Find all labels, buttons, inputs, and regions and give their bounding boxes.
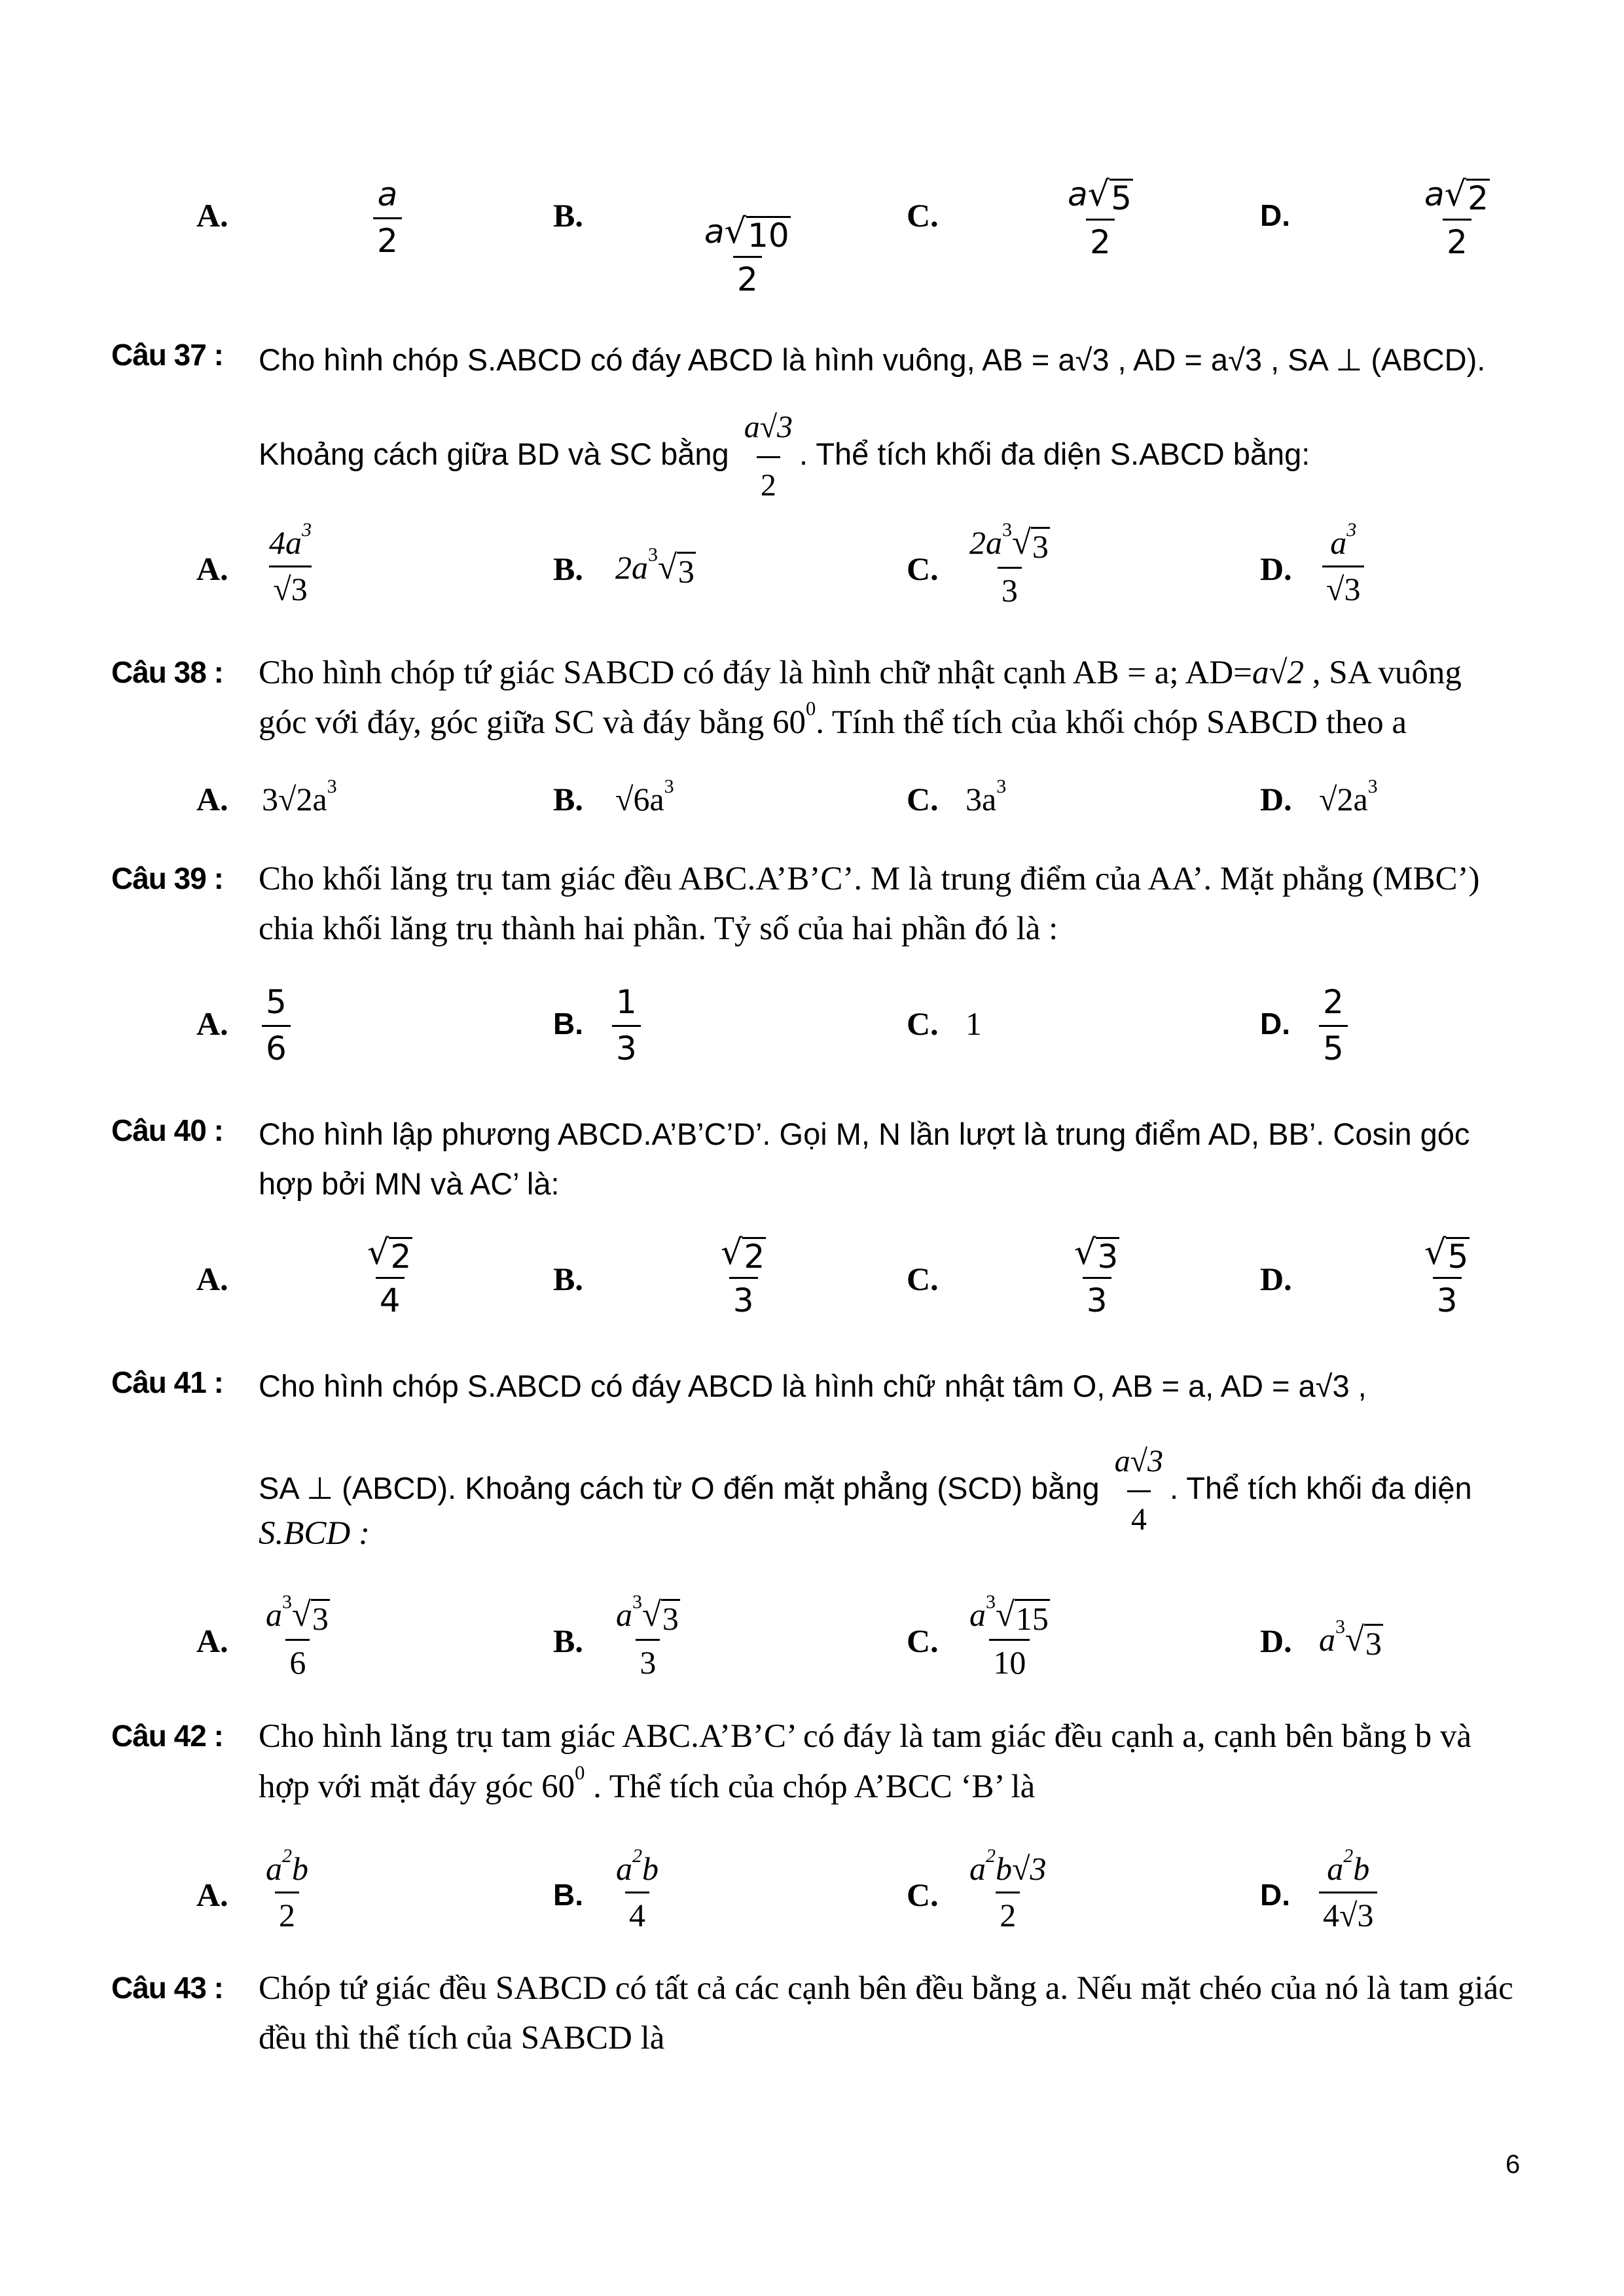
q41-label-d: D. (1260, 1623, 1292, 1659)
q38-heading: Câu 38 : (111, 655, 223, 689)
q36-answer-a[interactable]: $\frac{a}{2}$ (373, 175, 402, 260)
q42-label-c: C. (907, 1876, 939, 1913)
q42-label-a: A. (196, 1876, 228, 1913)
q41-line3: S.BCD : (259, 1515, 370, 1552)
q38-line2: góc với đáy, góc giữa SC và đáy bằng $60^0$. Tính thể tích của khối chóp SABCD theo a (259, 697, 1407, 741)
q42-heading: Câu 42 : (111, 1719, 223, 1753)
q38-label-c: C. (907, 781, 939, 817)
q36-label-b: B. (553, 197, 583, 234)
q38-label-a: A. (196, 781, 228, 817)
q36-answer-b[interactable]: a √ 10 2 (704, 211, 789, 298)
q42-line1: Cho hình lăng trụ tam giác ABC.A’B’C’ có đáy là tam giác đều cạnh a, cạnh bên bằng b và (259, 1718, 1471, 1755)
q40-answer-a[interactable]: √ 2 4 (367, 1232, 412, 1319)
q40-answer-b[interactable]: √ 2 3 (721, 1232, 765, 1319)
q38-label-d: D. (1260, 781, 1292, 817)
q37-label-a: A. (196, 550, 228, 587)
q38-answer-d[interactable]: $√2a^3$ (1319, 776, 1378, 817)
q37-label-c: C. (907, 550, 939, 587)
q40-heading: Câu 40 : (111, 1113, 223, 1147)
q41-line2: SA ⊥ (ABCD). Khoảng cách từ O đến mặt phẳng (SCD) bằng $\frac{a√3}{4}$ . Thể tích khối đa diện (259, 1437, 1581, 1545)
q39-answer-d[interactable]: $\frac{2}{5}$ (1319, 983, 1348, 1067)
q41-label-b: B. (553, 1623, 583, 1659)
q41-answer-a[interactable]: $a^3$ √ 3 6 (266, 1591, 329, 1681)
q42-line2: hợp với mặt đáy góc $60^0$ . Thể tích của chóp A’BCC ‘B’ là (259, 1761, 1036, 1805)
q41-line1: Cho hình chóp S.ABCD có đáy ABCD là hình chữ nhật tâm O, AB = a, AD = a√3 , (259, 1369, 1367, 1403)
q43-heading: Câu 43 : (111, 1971, 223, 2005)
q40-answer-d[interactable]: √ 5 3 (1424, 1232, 1469, 1319)
q39-answer-c[interactable]: 1 (965, 1005, 982, 1042)
q39-label-a: A. (196, 1005, 228, 1042)
q40-line1: Cho hình lập phương ABCD.A’B’C’D’. Gọi M, N lần lượt là trung điểm AD, BB’. Cosin góc (259, 1117, 1470, 1151)
q38-answer-b[interactable]: $√6a^3$ (615, 776, 674, 817)
q37-line2: Khoảng cách giữa BD và SC bằng $\frac{a√3}{2}$ . Thể tích khối đa diện S.ABCD bằng: (259, 403, 1581, 511)
q42-answer-b[interactable]: $\frac{a^2b}{4}$ (616, 1845, 659, 1933)
q37-answer-c[interactable]: $2a^3$ √ 3 3 (969, 519, 1049, 609)
q37-heading: Câu 37 : (111, 338, 223, 372)
q43-line2: đều thì thể tích của SABCD là (259, 2020, 665, 2056)
q37-answer-a[interactable]: $\frac{4a^3}{√3}$ (269, 519, 312, 607)
q38-answer-a[interactable]: $3√2a^3$ (262, 776, 337, 817)
q36-label-c: C. (907, 197, 939, 234)
q39-label-c: C. (907, 1005, 939, 1042)
q41-label-a: A. (196, 1623, 228, 1659)
q37-answer-d[interactable]: $\frac{a^3}{√3}$ (1322, 524, 1364, 608)
q36-label-a: A. (196, 197, 228, 234)
q36-answer-c[interactable]: a √ 5 2 (1068, 174, 1132, 261)
q40-answer-c[interactable]: √ 3 3 (1074, 1232, 1119, 1319)
q36-label-d: D. (1260, 198, 1290, 232)
q39-label-d: D. (1260, 1007, 1290, 1041)
q39-answer-b[interactable]: $\frac{1}{3}$ (612, 983, 641, 1067)
q41-label-c: C. (907, 1623, 939, 1659)
q39-line1: Cho khối lăng trụ tam giác đều ABC.A’B’C’. M là trung điểm của AA’. Mặt phẳng (MBC’) (259, 861, 1480, 897)
q39-answer-a[interactable]: $\frac{5}{6}$ (262, 983, 291, 1067)
q42-answer-c[interactable]: $\frac{a^2b√3}{2}$ (969, 1845, 1047, 1933)
q41-heading: Câu 41 : (111, 1365, 223, 1399)
q42-answer-a[interactable]: $\frac{a^2b}{2}$ (266, 1845, 308, 1933)
q43-line1: Chóp tứ giác đều SABCD có tất cả các cạnh bên đều bằng a. Nếu mặt chéo của nó là tam giác (259, 1970, 1513, 2007)
q40-label-c: C. (907, 1261, 939, 1297)
q37-answer-b[interactable]: $2a^3$ √ 3 (615, 544, 695, 590)
q38-label-b: B. (553, 781, 583, 817)
q42-label-b: B. (553, 1878, 583, 1912)
q42-answer-d[interactable]: $\frac{a^2b}{4√3}$ (1319, 1850, 1377, 1934)
q38-answer-c[interactable]: $3a^3$ (965, 776, 1007, 817)
q37-label-d: D. (1260, 550, 1292, 587)
q37-label-b: B. (553, 550, 583, 587)
q39-heading: Câu 39 : (111, 861, 223, 895)
q38-line1: Cho hình chóp tứ giác SABCD có đáy là hình chữ nhật cạnh AB = a; AD=a√2 , SA vuông (259, 655, 1462, 691)
q40-label-b: B. (553, 1261, 583, 1297)
q41-answer-b[interactable]: $a^3$ √ 3 3 (616, 1591, 679, 1681)
q42-label-d: D. (1260, 1878, 1290, 1912)
q40-label-a: A. (196, 1261, 228, 1297)
q40-line2: hợp bởi MN và AC’ là: (259, 1166, 560, 1201)
q39-line2: chia khối lăng trụ thành hai phần. Tỷ số của hai phần đó là : (259, 910, 1058, 947)
q41-answer-c[interactable]: $a^3$ √ 15 10 (969, 1591, 1049, 1681)
q36-answer-d[interactable]: a √ 2 2 (1424, 174, 1489, 261)
q40-label-d: D. (1260, 1261, 1292, 1297)
q41-answer-d[interactable]: $a^3$ √ 3 (1319, 1616, 1382, 1662)
q39-label-b: B. (553, 1007, 583, 1041)
q37-line1: Cho hình chóp S.ABCD có đáy ABCD là hình vuông, AB = a√3 , AD = a√3 , SA ⊥ (ABCD). (259, 342, 1486, 377)
page-number: 6 (1506, 2150, 1521, 2179)
